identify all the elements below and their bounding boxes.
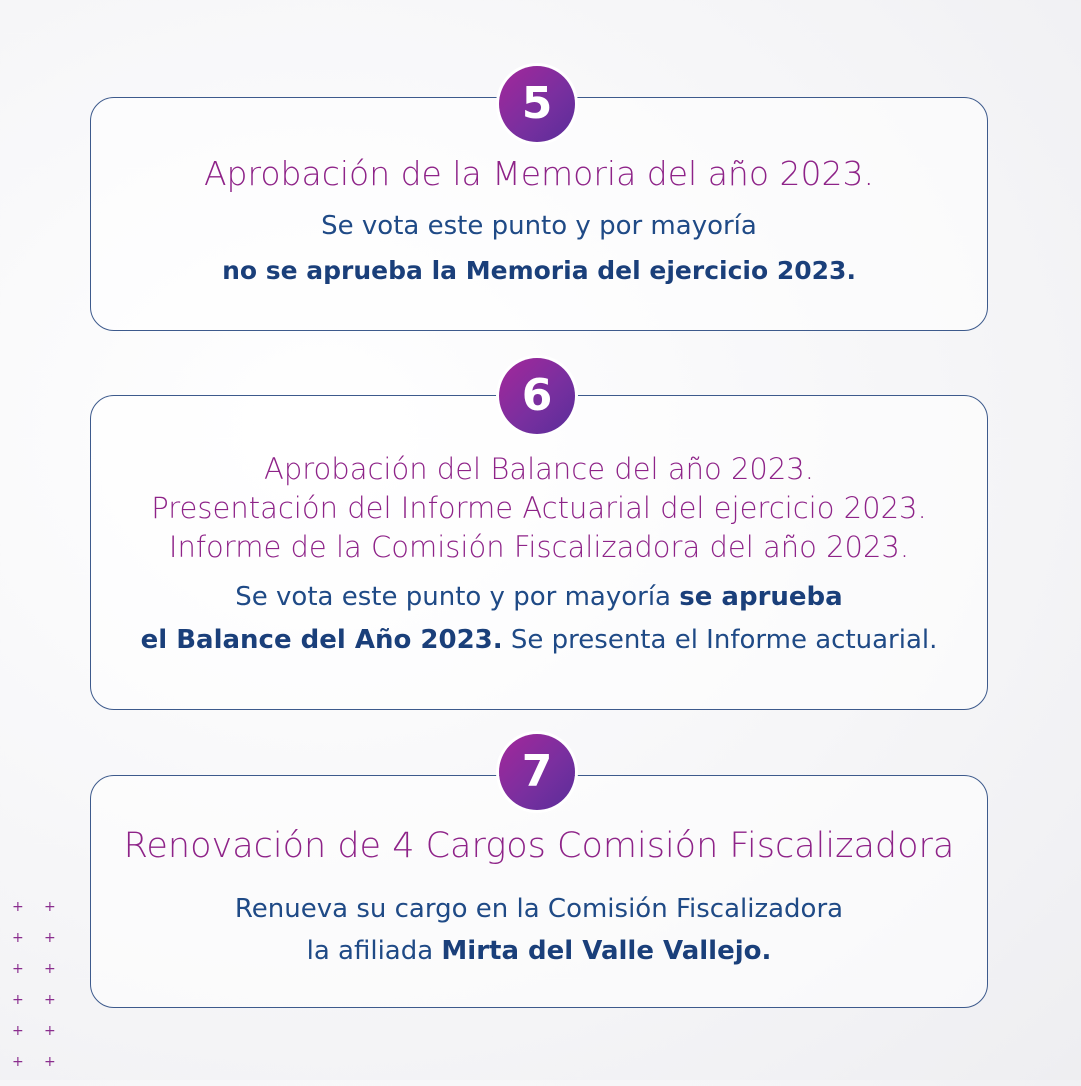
- agenda-item-6-heading-line-1: Aprobación del Balance del año 2023.: [264, 452, 814, 486]
- plus-icon: +: [44, 899, 56, 915]
- plus-icon: +: [44, 930, 56, 946]
- plus-icon: +: [44, 961, 56, 977]
- agenda-item-6-body-line-2-emphasis: el Balance del Año 2023.: [140, 625, 503, 655]
- agenda-item-7-heading: Renovación de 4 Cargos Comisión Fiscalizadora: [123, 826, 955, 866]
- plus-icon: +: [44, 992, 56, 1008]
- agenda-item-7-body-line-2-text: la afiliada: [306, 936, 442, 966]
- agenda-item-5-body-line-1: Se vota este punto y por mayoría: [321, 211, 757, 241]
- agenda-item-6-card: [90, 395, 988, 710]
- agenda-item-6-heading-line-2: Presentación del Informe Actuarial del ejercicio 2023.: [151, 491, 927, 525]
- plus-icon: +: [44, 1054, 56, 1070]
- plus-icon: +: [12, 1023, 24, 1039]
- agenda-item-6-body-line-1-text: Se vota este punto y por mayoría: [235, 582, 680, 612]
- agenda-item-5-heading: Aprobación de la Memoria del año 2023.: [203, 154, 874, 193]
- agenda-item-6-body-line-1: [91, 582, 987, 612]
- agenda-item-5-number-badge: 5: [499, 66, 575, 142]
- agenda-item-7-body-line-1: Renueva su cargo en la Comisión Fiscalizadora: [234, 894, 844, 924]
- plus-icon: +: [12, 992, 24, 1008]
- decorative-plus-grid: [12, 900, 76, 1086]
- agenda-item-5-body-line-2: no se aprueba la Memoria del ejercicio 2023.: [222, 256, 856, 285]
- agenda-item-6-number-badge: 6: [499, 358, 575, 434]
- plus-icon: +: [12, 899, 24, 915]
- agenda-item-7-body-line-2: [91, 936, 987, 966]
- plus-icon: +: [12, 930, 24, 946]
- plus-icon: +: [12, 1054, 24, 1070]
- agenda-item-6-body-line-1-emphasis: se aprueba: [679, 582, 843, 612]
- agenda-item-6-body-line-2: [91, 625, 987, 655]
- agenda-item-6-heading-line-3: Informe de la Comisión Fiscalizadora del año 2023.: [168, 530, 910, 564]
- agenda-item-7-number-badge: 7: [499, 734, 575, 810]
- agenda-item-6-body-line-2-text: Se presenta el Informe actuarial.: [502, 625, 938, 655]
- agenda-item-7-body-line-2-emphasis: Mirta del Valle Vallejo.: [441, 936, 772, 966]
- plus-icon: +: [44, 1023, 56, 1039]
- plus-icon: +: [12, 961, 24, 977]
